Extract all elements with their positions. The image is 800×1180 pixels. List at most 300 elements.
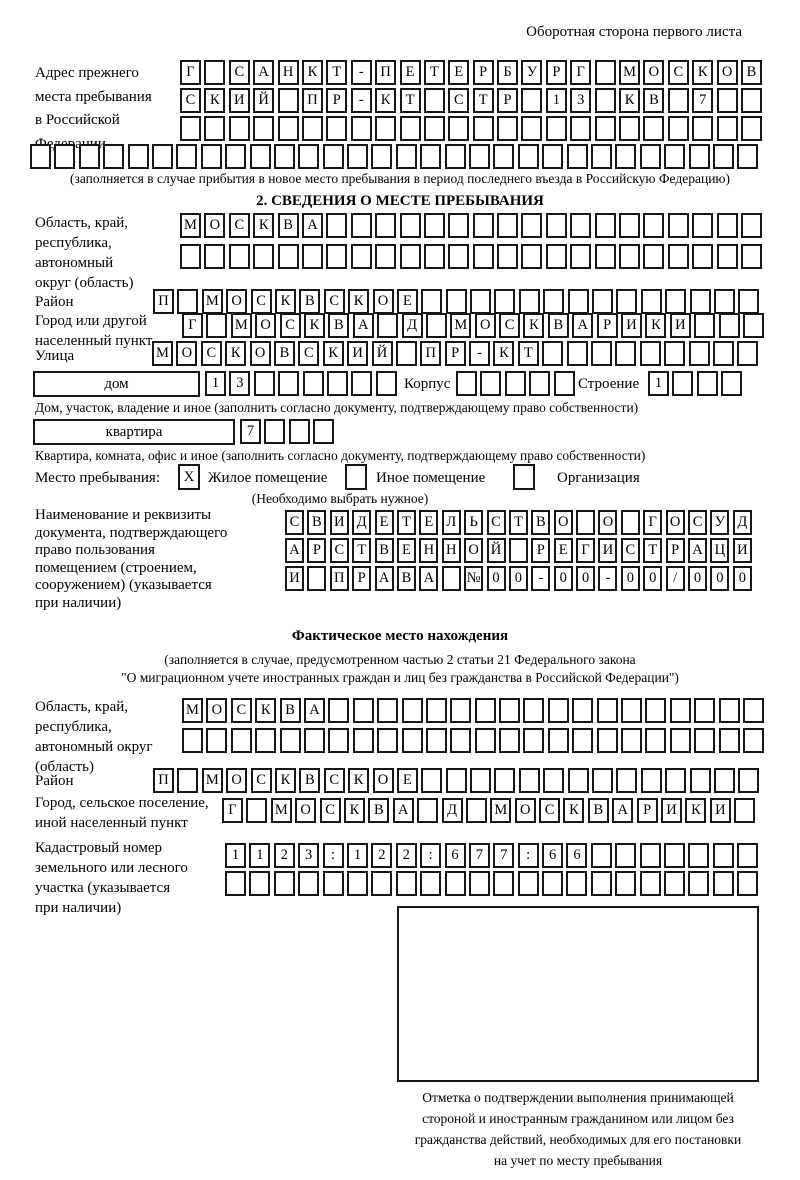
char-cell bbox=[298, 144, 319, 169]
prev-address-note: (заполняется в случае прибытия в новое место пребывания в период последнего въезда в Российскую Федерацию) bbox=[69, 171, 731, 186]
caption-line: на учет по месту пребывания bbox=[493, 1153, 663, 1168]
char-cell bbox=[493, 871, 514, 896]
char-cell: Т bbox=[518, 341, 539, 366]
char-cell bbox=[475, 698, 496, 723]
char-cell: 3 bbox=[229, 371, 250, 396]
char-cell bbox=[377, 698, 398, 723]
char-cell bbox=[326, 213, 347, 238]
char-cell: М bbox=[231, 313, 252, 338]
char-cell bbox=[206, 313, 227, 338]
char-cell: : bbox=[518, 843, 539, 868]
char-cell bbox=[567, 144, 588, 169]
char-cell: Р bbox=[445, 341, 466, 366]
char-cell bbox=[326, 116, 347, 141]
fact-note-line2: "О миграционном учете иностранных граждан и лиц без гражданства в Российской Федерации") bbox=[121, 670, 679, 685]
char-cell: Г bbox=[643, 510, 662, 535]
char-cell: Т bbox=[509, 510, 528, 535]
char-cell bbox=[717, 88, 738, 113]
char-cell: В bbox=[368, 798, 389, 823]
gorod-label bbox=[35, 311, 152, 351]
char-cell bbox=[692, 244, 713, 269]
char-cell bbox=[621, 510, 640, 535]
char-cell bbox=[400, 116, 421, 141]
char-cell: К bbox=[619, 88, 640, 113]
dom-cells bbox=[205, 371, 397, 396]
char-cell: К bbox=[323, 341, 344, 366]
char-cell bbox=[253, 244, 274, 269]
char-cell: В bbox=[328, 313, 349, 338]
char-cell bbox=[254, 371, 275, 396]
char-cell: Г bbox=[576, 538, 595, 563]
char-cell bbox=[473, 244, 494, 269]
char-cell: Г bbox=[570, 60, 591, 85]
char-cell bbox=[597, 728, 618, 753]
label-line: республика, bbox=[35, 235, 112, 251]
char-cell: - bbox=[598, 566, 617, 591]
label-line: места пребывания bbox=[35, 88, 152, 105]
char-cell: С bbox=[621, 538, 640, 563]
char-cell bbox=[473, 116, 494, 141]
char-cell: 1 bbox=[249, 843, 270, 868]
char-cell: К bbox=[275, 768, 296, 793]
char-cell bbox=[689, 144, 710, 169]
char-cell bbox=[424, 213, 445, 238]
char-cell bbox=[664, 341, 685, 366]
char-cell bbox=[470, 289, 491, 314]
char-cell bbox=[204, 60, 225, 85]
char-cell: В bbox=[397, 566, 416, 591]
char-cell: И bbox=[330, 510, 349, 535]
char-cell: 0 bbox=[621, 566, 640, 591]
char-cell: М bbox=[490, 798, 511, 823]
char-cell: 0 bbox=[509, 566, 528, 591]
char-cell bbox=[542, 144, 563, 169]
char-cell: И bbox=[621, 313, 642, 338]
char-cell bbox=[566, 871, 587, 896]
char-cell bbox=[204, 116, 225, 141]
char-cell: О bbox=[295, 798, 316, 823]
char-cell bbox=[595, 88, 616, 113]
char-cell: 0 bbox=[487, 566, 506, 591]
char-cell bbox=[450, 698, 471, 723]
char-cell: И bbox=[229, 88, 250, 113]
char-cell bbox=[371, 871, 392, 896]
char-cell bbox=[253, 116, 274, 141]
label-line: Область, край, bbox=[35, 215, 129, 231]
char-cell: К bbox=[523, 313, 544, 338]
char-cell: С bbox=[231, 698, 252, 723]
kadastr-label bbox=[35, 838, 188, 918]
char-cell bbox=[177, 289, 198, 314]
char-cell bbox=[456, 371, 477, 396]
char-cell: С bbox=[668, 60, 689, 85]
char-cell: А bbox=[285, 538, 304, 563]
label-line: Область, край, bbox=[35, 699, 129, 715]
char-cell: Т bbox=[424, 60, 445, 85]
char-cell bbox=[714, 289, 735, 314]
char-cell bbox=[576, 510, 595, 535]
char-cell bbox=[616, 768, 637, 793]
label-line: населенный пункт bbox=[35, 333, 153, 349]
char-cell: С bbox=[448, 88, 469, 113]
char-cell bbox=[542, 871, 563, 896]
char-cell bbox=[128, 144, 149, 169]
char-cell: С bbox=[229, 213, 250, 238]
char-cell bbox=[616, 289, 637, 314]
char-cell: К bbox=[253, 213, 274, 238]
char-cell bbox=[741, 213, 762, 238]
prev-address-label bbox=[35, 62, 152, 156]
char-cell bbox=[570, 213, 591, 238]
char-cell: К bbox=[375, 88, 396, 113]
char-cell bbox=[497, 213, 518, 238]
char-cell bbox=[713, 871, 734, 896]
char-cell bbox=[473, 213, 494, 238]
char-cell: О bbox=[373, 289, 394, 314]
char-cell: Р bbox=[473, 60, 494, 85]
label-line: Город, сельское поселение, bbox=[35, 795, 209, 811]
char-cell bbox=[206, 728, 227, 753]
char-cell bbox=[448, 116, 469, 141]
char-cell bbox=[505, 371, 526, 396]
char-cell bbox=[572, 698, 593, 723]
char-cell: С bbox=[280, 313, 301, 338]
char-cell bbox=[327, 371, 348, 396]
char-cell: 2 bbox=[371, 843, 392, 868]
checkbox-organizatsiya-label: Организация bbox=[557, 470, 640, 486]
char-cell bbox=[619, 244, 640, 269]
char-cell bbox=[737, 144, 758, 169]
char-cell: О bbox=[643, 60, 664, 85]
label-line: земельного или лесного bbox=[35, 860, 188, 876]
char-cell bbox=[445, 144, 466, 169]
char-cell: Е bbox=[400, 60, 421, 85]
char-cell: М bbox=[271, 798, 292, 823]
char-cell bbox=[737, 871, 758, 896]
char-cell: 1 bbox=[225, 843, 246, 868]
char-cell: 7 bbox=[493, 843, 514, 868]
char-cell: К bbox=[348, 289, 369, 314]
char-cell: Р bbox=[531, 538, 550, 563]
stroenie-cells bbox=[648, 371, 742, 396]
char-cell bbox=[640, 843, 661, 868]
char-cell bbox=[400, 213, 421, 238]
char-cell bbox=[741, 116, 762, 141]
char-cell bbox=[645, 728, 666, 753]
char-cell: П bbox=[375, 60, 396, 85]
char-cell bbox=[298, 871, 319, 896]
char-cell bbox=[595, 60, 616, 85]
rayon-label: Район bbox=[35, 294, 74, 310]
char-cell bbox=[264, 419, 285, 444]
char-cell: К bbox=[204, 88, 225, 113]
char-cell bbox=[328, 728, 349, 753]
char-cell bbox=[688, 871, 709, 896]
char-cell bbox=[424, 116, 445, 141]
char-cell bbox=[494, 768, 515, 793]
char-cell: 7 bbox=[469, 843, 490, 868]
char-cell: К bbox=[275, 289, 296, 314]
char-cell bbox=[717, 213, 738, 238]
char-cell bbox=[692, 116, 713, 141]
char-cell: Н bbox=[278, 60, 299, 85]
prev-address-row-1 bbox=[180, 60, 762, 85]
char-cell bbox=[542, 341, 563, 366]
char-cell: Ь bbox=[464, 510, 483, 535]
checkbox-inoe-label: Иное помещение bbox=[376, 470, 486, 486]
oblast-label bbox=[35, 213, 133, 293]
char-cell: К bbox=[304, 313, 325, 338]
char-cell bbox=[640, 144, 661, 169]
char-cell: Н bbox=[442, 538, 461, 563]
fact-oblast-label bbox=[35, 697, 153, 777]
char-cell bbox=[719, 313, 740, 338]
char-cell: Е bbox=[397, 768, 418, 793]
dom-note: Дом, участок, владение и иное (заполнить согласно документу, подтверждающему право собственности) bbox=[35, 400, 639, 415]
char-cell bbox=[717, 116, 738, 141]
char-cell bbox=[448, 244, 469, 269]
char-cell bbox=[396, 871, 417, 896]
char-cell: В bbox=[299, 289, 320, 314]
char-cell bbox=[442, 566, 461, 591]
char-cell: Т bbox=[326, 60, 347, 85]
char-cell: 1 bbox=[347, 843, 368, 868]
char-cell: О bbox=[226, 768, 247, 793]
char-cell: Д bbox=[442, 798, 463, 823]
char-cell bbox=[570, 116, 591, 141]
char-cell bbox=[420, 144, 441, 169]
char-cell bbox=[694, 698, 715, 723]
char-cell bbox=[323, 144, 344, 169]
char-cell: С bbox=[201, 341, 222, 366]
gorod-row bbox=[182, 313, 764, 338]
char-cell: В bbox=[643, 88, 664, 113]
char-cell bbox=[523, 728, 544, 753]
char-cell: Р bbox=[497, 88, 518, 113]
char-cell bbox=[664, 843, 685, 868]
char-cell bbox=[572, 728, 593, 753]
char-cell: К bbox=[302, 60, 323, 85]
char-cell bbox=[615, 341, 636, 366]
char-cell bbox=[591, 341, 612, 366]
char-cell: К bbox=[692, 60, 713, 85]
char-cell bbox=[371, 144, 392, 169]
char-cell: Й bbox=[372, 341, 393, 366]
char-cell: Т bbox=[643, 538, 662, 563]
char-cell bbox=[421, 289, 442, 314]
checkbox-zhiloe-label: Жилое помещение bbox=[208, 470, 328, 486]
char-cell: В bbox=[531, 510, 550, 535]
caption-line: Отметка о подтверждении выполнения принимающей bbox=[422, 1090, 734, 1105]
char-cell: В bbox=[274, 341, 295, 366]
char-cell bbox=[351, 244, 372, 269]
char-cell bbox=[690, 768, 711, 793]
char-cell bbox=[592, 289, 613, 314]
char-cell bbox=[643, 116, 664, 141]
char-cell: Й bbox=[487, 538, 506, 563]
char-cell: С bbox=[298, 341, 319, 366]
rayon-row bbox=[153, 289, 759, 314]
char-cell: / bbox=[666, 566, 685, 591]
char-cell bbox=[595, 213, 616, 238]
char-cell: - bbox=[469, 341, 490, 366]
char-cell bbox=[621, 698, 642, 723]
char-cell: Г bbox=[182, 313, 203, 338]
char-cell: 0 bbox=[710, 566, 729, 591]
char-cell: Й bbox=[253, 88, 274, 113]
char-cell bbox=[738, 768, 759, 793]
checkbox-inoe bbox=[345, 464, 367, 490]
char-cell bbox=[424, 88, 445, 113]
prev-address-row-4 bbox=[30, 144, 758, 169]
char-cell: Р bbox=[352, 566, 371, 591]
stamp-box bbox=[397, 906, 759, 1082]
char-cell bbox=[351, 371, 372, 396]
char-cell: К bbox=[255, 698, 276, 723]
char-cell bbox=[302, 116, 323, 141]
char-cell bbox=[521, 244, 542, 269]
char-cell: В bbox=[741, 60, 762, 85]
char-cell bbox=[737, 843, 758, 868]
char-cell: Т bbox=[473, 88, 494, 113]
char-cell: Г bbox=[222, 798, 243, 823]
char-cell bbox=[568, 289, 589, 314]
char-cell bbox=[670, 728, 691, 753]
char-cell: С bbox=[499, 313, 520, 338]
char-cell bbox=[304, 728, 325, 753]
char-cell bbox=[523, 698, 544, 723]
char-cell bbox=[570, 244, 591, 269]
char-cell: М bbox=[202, 768, 223, 793]
char-cell: А bbox=[393, 798, 414, 823]
char-cell: - bbox=[351, 88, 372, 113]
char-cell: Д bbox=[352, 510, 371, 535]
fact-note-line1: (заполняется в случае, предусмотренном частью 2 статьи 21 Федерального закона bbox=[164, 652, 636, 667]
char-cell bbox=[509, 538, 528, 563]
char-cell bbox=[278, 244, 299, 269]
char-cell bbox=[376, 371, 397, 396]
section2-title: 2. СВЕДЕНИЯ О МЕСТЕ ПРЕБЫВАНИЯ bbox=[256, 193, 544, 209]
char-cell bbox=[697, 371, 718, 396]
char-cell: Ц bbox=[710, 538, 729, 563]
kadastr-row-2 bbox=[225, 871, 758, 896]
char-cell bbox=[591, 144, 612, 169]
char-cell: Р bbox=[326, 88, 347, 113]
label-line: в Российской bbox=[35, 112, 120, 128]
char-cell bbox=[225, 871, 246, 896]
char-cell bbox=[396, 341, 417, 366]
char-cell bbox=[278, 371, 299, 396]
char-cell: Т bbox=[397, 510, 416, 535]
char-cell: М bbox=[182, 698, 203, 723]
char-cell: 7 bbox=[240, 419, 261, 444]
char-cell bbox=[548, 728, 569, 753]
char-cell: 2 bbox=[274, 843, 295, 868]
char-cell bbox=[641, 768, 662, 793]
char-cell bbox=[688, 843, 709, 868]
document-row-3 bbox=[285, 566, 752, 591]
char-cell bbox=[645, 698, 666, 723]
char-cell: А bbox=[353, 313, 374, 338]
char-cell: С bbox=[324, 289, 345, 314]
char-cell bbox=[719, 728, 740, 753]
char-cell bbox=[426, 728, 447, 753]
char-cell bbox=[450, 728, 471, 753]
char-cell: 3 bbox=[298, 843, 319, 868]
char-cell: Р bbox=[637, 798, 658, 823]
char-cell: 6 bbox=[542, 843, 563, 868]
char-cell bbox=[469, 144, 490, 169]
label-line: (область) bbox=[35, 759, 94, 775]
char-cell: К bbox=[225, 341, 246, 366]
char-cell bbox=[548, 698, 569, 723]
label-line: автономный округ bbox=[35, 739, 153, 755]
char-cell bbox=[713, 843, 734, 868]
label-line: Адрес прежнего bbox=[35, 65, 139, 81]
char-cell: А bbox=[688, 538, 707, 563]
label-line: округ (область) bbox=[35, 275, 134, 291]
char-cell bbox=[619, 213, 640, 238]
char-cell bbox=[664, 871, 685, 896]
dom-widebox bbox=[33, 371, 200, 397]
char-cell bbox=[743, 698, 764, 723]
char-cell bbox=[313, 419, 334, 444]
char-cell: О bbox=[373, 768, 394, 793]
char-cell: 6 bbox=[445, 843, 466, 868]
document-row-1 bbox=[285, 510, 752, 535]
char-cell: О bbox=[206, 698, 227, 723]
char-cell: Е bbox=[375, 510, 394, 535]
char-cell: : bbox=[420, 843, 441, 868]
char-cell bbox=[521, 213, 542, 238]
char-cell bbox=[375, 116, 396, 141]
char-cell: О bbox=[464, 538, 483, 563]
mesto-label: Место пребывания: bbox=[35, 470, 160, 486]
char-cell bbox=[597, 698, 618, 723]
fact-rayon-row bbox=[153, 768, 759, 793]
char-cell bbox=[204, 244, 225, 269]
caption-line: гражданства действий, необходимых для его постановки bbox=[414, 1132, 742, 1147]
char-cell: 0 bbox=[643, 566, 662, 591]
char-cell: К bbox=[563, 798, 584, 823]
char-cell: П bbox=[330, 566, 349, 591]
prev-address-row-3 bbox=[180, 116, 762, 141]
char-cell bbox=[302, 244, 323, 269]
char-cell bbox=[448, 213, 469, 238]
char-cell: О bbox=[515, 798, 536, 823]
char-cell bbox=[225, 144, 246, 169]
char-cell: У bbox=[710, 510, 729, 535]
char-cell bbox=[250, 144, 271, 169]
char-cell: Г bbox=[180, 60, 201, 85]
char-cell: И bbox=[285, 566, 304, 591]
char-cell: К bbox=[344, 798, 365, 823]
char-cell: М bbox=[202, 289, 223, 314]
label-line: Город или другой bbox=[35, 313, 147, 329]
char-cell: О bbox=[598, 510, 617, 535]
char-cell bbox=[246, 798, 267, 823]
char-cell: К bbox=[685, 798, 706, 823]
char-cell bbox=[595, 244, 616, 269]
char-cell bbox=[421, 768, 442, 793]
checkbox-organizatsiya bbox=[513, 464, 535, 490]
char-cell: 7 bbox=[692, 88, 713, 113]
checkbox-zhiloe bbox=[178, 464, 200, 490]
char-cell bbox=[591, 843, 612, 868]
char-cell: О bbox=[176, 341, 197, 366]
char-cell bbox=[470, 768, 491, 793]
char-cell bbox=[543, 768, 564, 793]
